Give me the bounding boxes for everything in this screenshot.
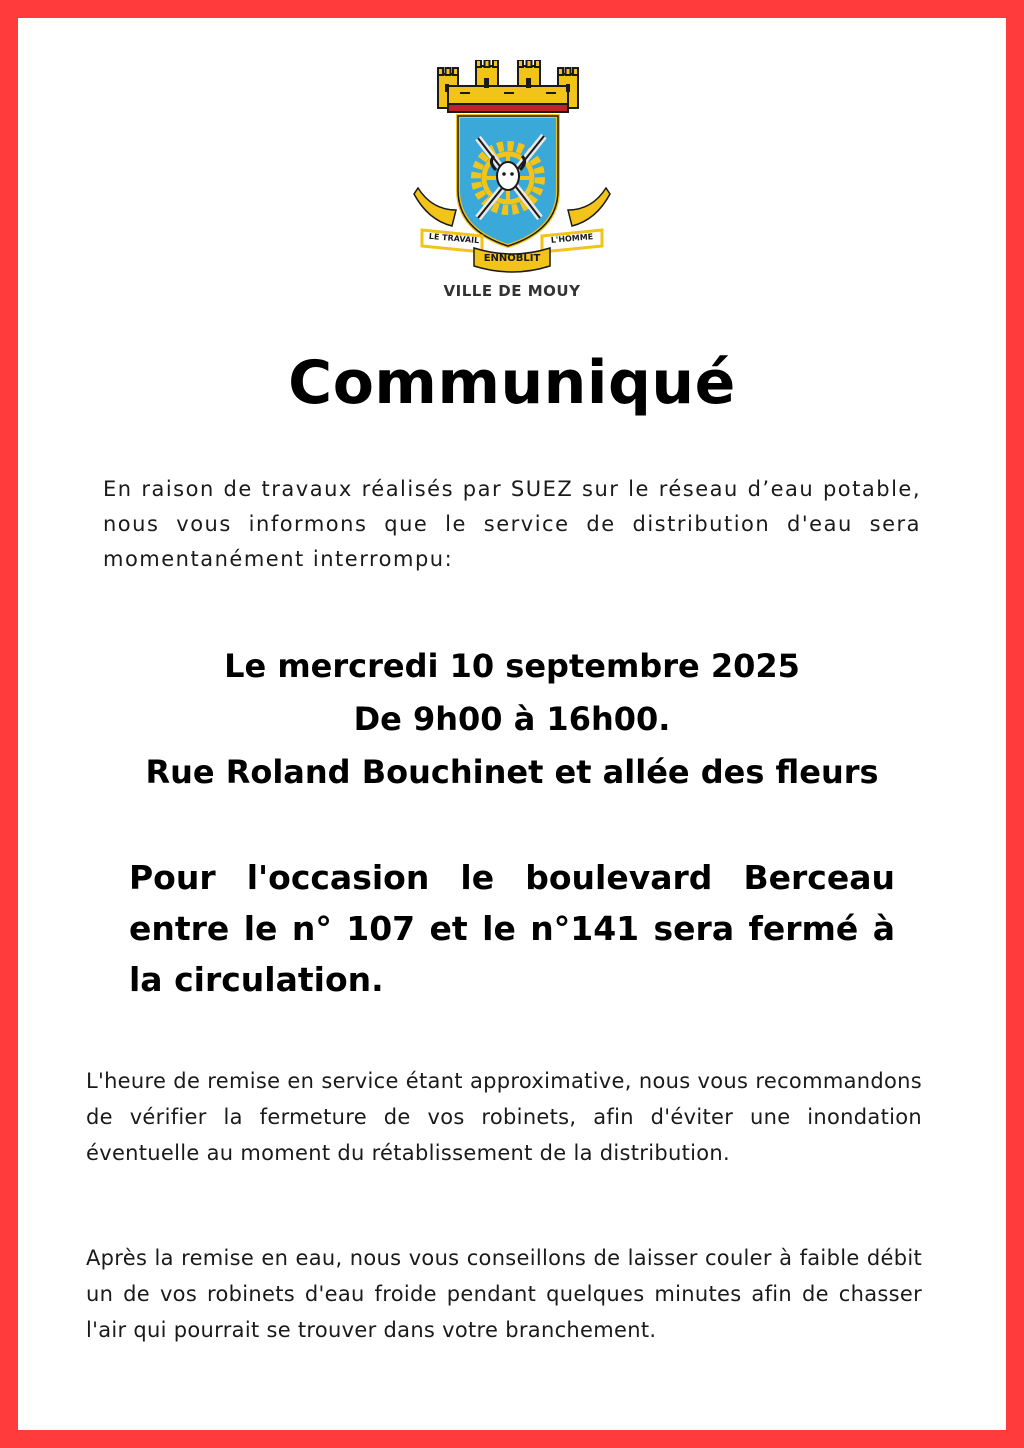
motto-center-text: ENNOBLIT <box>483 253 541 264</box>
page-title: Communiqué <box>288 348 736 418</box>
after-reconnection-paragraph: Après la remise en eau, nous vous conseillons de laisser couler à faible débit un de vos robinets d'eau froide pendant quelques minutes afin de chasser l'air qui pourrait se trouver dans votre branchement. <box>86 1246 922 1342</box>
city-coat-of-arms-logo <box>412 60 612 310</box>
schedule-date: Le mercredi 10 septembre 2025 <box>224 647 800 685</box>
schedule-block <box>0 640 1024 799</box>
motto-left-text: LE TRAVAIL <box>428 231 480 246</box>
mural-crown-icon <box>438 60 578 108</box>
reopening-paragraph: L'heure de remise en service étant approximative, nous vous recommandons de vérifier la fermeture de vos robinets, afin d'éviter une inondation éventuelle au moment du rétablissement de la distribution. <box>86 1069 922 1165</box>
city-name-caption: VILLE DE MOUY <box>443 282 581 300</box>
motto-right-text: L'HOMME <box>550 232 594 245</box>
schedule-hours: De 9h00 à 16h00. <box>353 700 671 738</box>
road-closure-notice: Pour l'occasion le boulevard Berceau entre le n° 107 et le n°141 sera fermé à la circulation. <box>129 858 895 999</box>
intro-paragraph: En raison de travaux réalisés par SUEZ sur le réseau d’eau potable, nous vous informons que le service de distribution d'eau sera momentanément interrompu: <box>103 477 921 571</box>
schedule-location: Rue Roland Bouchinet et allée des fleurs <box>145 753 879 791</box>
